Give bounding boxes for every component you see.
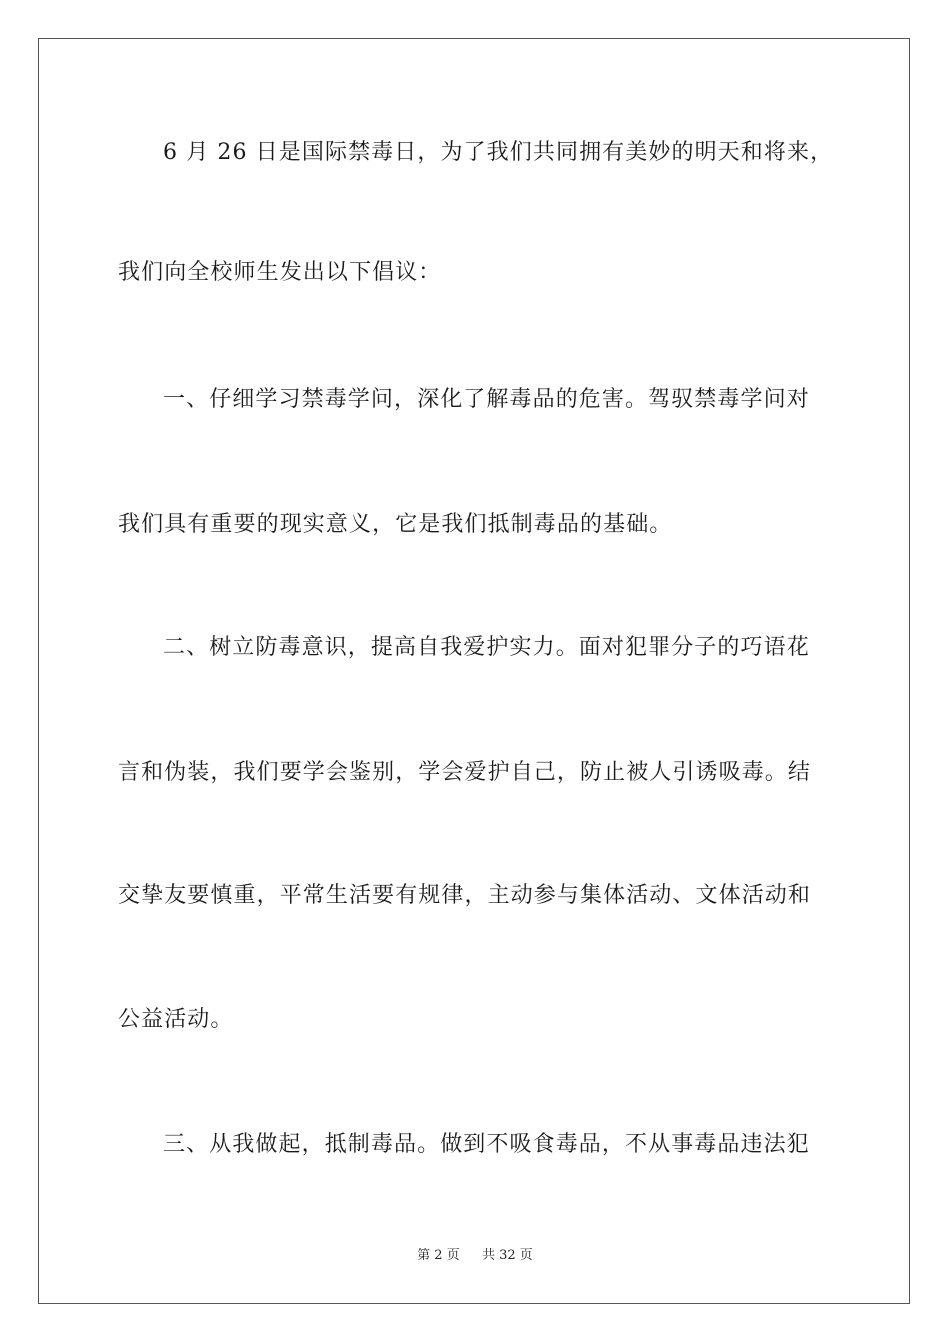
paragraph-line-3: 一、仔细学习禁毒学问，深化了解毒品的危害。驾驭禁毒学问对 xyxy=(163,387,810,412)
paragraph-line-6: 言和伪装，我们要学会鉴别，学会爱护自己，防止被人引诱吸毒。结 xyxy=(118,760,812,785)
paragraph-line-9: 三、从我做起，抵制毒品。做到不吸食毒品，不从事毒品违法犯 xyxy=(163,1132,810,1157)
paragraph-line-8: 公益活动。 xyxy=(118,1007,234,1032)
paragraph-line-2: 我们向全校师生发出以下倡议： xyxy=(118,260,442,285)
paragraph-line-4: 我们具有重要的现实意义，它是我们抵制毒品的基础。 xyxy=(118,512,673,537)
total-pages: 共 32 页 xyxy=(482,1248,533,1263)
page-border xyxy=(38,38,910,1304)
page-number: 第 2 页 xyxy=(417,1248,460,1263)
page-footer xyxy=(0,1247,950,1265)
paragraph-line-1: 6 月 26 日是国际禁毒日，为了我们共同拥有美妙的明天和将来， xyxy=(163,140,834,165)
paragraph-line-7: 交挚友要慎重，平常生活要有规律，主动参与集体活动、文体活动和 xyxy=(118,883,812,908)
paragraph-line-5: 二、树立防毒意识，提高自我爱护实力。面对犯罪分子的巧语花 xyxy=(163,635,810,660)
